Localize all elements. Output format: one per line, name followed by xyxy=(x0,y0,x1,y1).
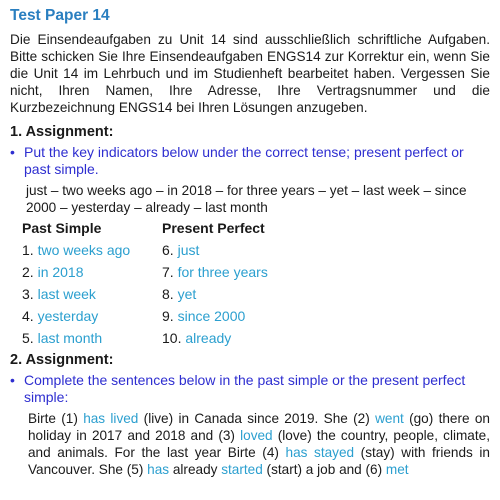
assignment-2-heading: 2. Assignment: xyxy=(10,352,114,368)
answer-row xyxy=(22,261,162,283)
key-indicators-list: just – two weeks ago – in 2018 – for three years – yet – last week – since 2000 – yesterday – already – last month xyxy=(26,183,467,215)
past-simple-column xyxy=(22,220,162,349)
answer-row xyxy=(22,327,162,349)
bullet-icon: • xyxy=(10,144,15,160)
cloze-paragraph xyxy=(28,410,490,478)
answer-row xyxy=(22,283,162,305)
item-number: 10. xyxy=(162,330,182,346)
item-number: 6. xyxy=(162,242,174,258)
item-number: 2. xyxy=(22,264,34,280)
answer-text: loved xyxy=(240,428,273,443)
item-number: 3. xyxy=(22,286,34,302)
answer-text: yet xyxy=(177,286,197,302)
answer-text: met xyxy=(385,462,409,477)
item-number: 8. xyxy=(162,286,174,302)
paragraph-text: Birte (1) xyxy=(28,411,84,426)
item-number: 7. xyxy=(162,264,174,280)
answer-text: started xyxy=(221,462,263,477)
answer-row xyxy=(162,239,268,261)
answer-text: has stayed xyxy=(285,445,355,460)
answer-row xyxy=(162,327,268,349)
answer-row xyxy=(22,305,162,327)
item-number: 1. xyxy=(22,242,34,258)
answer-text: two weeks ago xyxy=(37,242,131,258)
assignment-1-instruction xyxy=(10,144,490,178)
paragraph-text: (stay) with friends in Vancouver. She (5) xyxy=(28,445,490,477)
answer-text: went xyxy=(375,411,404,426)
intro-text: Die Einsendeaufgaben zu Unit 14 sind ausschließlich schriftliche Aufgaben. Bitte schicken Sie Ihre Einsendeaufgaben ENGS14 zur Korrektur ein, wenn Sie die Unit 14 im Lehrbuch und im Studienheft bearbeitet haben. Vergessen Sie nicht, Ihren Namen, Ihre Adresse, Ihre Vertragsnummer und die Kurzbezeichnung ENGS14 bei Ihren Lösungen anzugeben. xyxy=(10,32,490,115)
assignment-2-instruction xyxy=(10,372,490,406)
paragraph-text: (love) the country, people, climate, and animals. For the last year Birte (4) xyxy=(28,428,490,460)
answer-text: has xyxy=(147,462,170,477)
bullet-icon: • xyxy=(10,372,15,388)
answer-text: already xyxy=(185,330,232,346)
paragraph-text: (go) there on holiday in 2017 and 2018 and (3) xyxy=(28,411,490,443)
paragraph-text: (live) in Canada since 2019. She (2) xyxy=(138,411,376,426)
answer-text: for three years xyxy=(177,264,268,280)
page-title: Test Paper 14 xyxy=(10,7,110,24)
answer-text: yesterday xyxy=(37,308,99,324)
paragraph-text: (start) a job and (6) xyxy=(262,462,386,477)
answer-row xyxy=(22,239,162,261)
assignment-1-heading: 1. Assignment: xyxy=(10,124,114,140)
item-number: 5. xyxy=(22,330,34,346)
past-simple-heading: Past Simple xyxy=(22,220,102,236)
answer-text: just xyxy=(177,242,200,258)
answer-text: in 2018 xyxy=(37,264,84,280)
answer-row xyxy=(162,261,268,283)
answer-text: last month xyxy=(37,330,103,346)
assignment-2-instruction-text: Complete the sentences below in the past simple or the present perfect simple: xyxy=(24,372,466,405)
answer-text: has lived xyxy=(83,411,139,426)
assignment-1-instruction-text: Put the key indicators below under the correct tense; present perfect or past simple. xyxy=(24,144,464,177)
item-number: 9. xyxy=(162,308,174,324)
answer-row xyxy=(162,305,268,327)
tense-columns xyxy=(22,220,490,349)
answer-row xyxy=(162,283,268,305)
answer-text: since 2000 xyxy=(177,308,246,324)
item-number: 4. xyxy=(22,308,34,324)
present-perfect-column xyxy=(162,220,268,349)
paragraph-text: already xyxy=(169,462,222,477)
answer-text: last week xyxy=(37,286,96,302)
present-perfect-heading: Present Perfect xyxy=(162,220,265,236)
